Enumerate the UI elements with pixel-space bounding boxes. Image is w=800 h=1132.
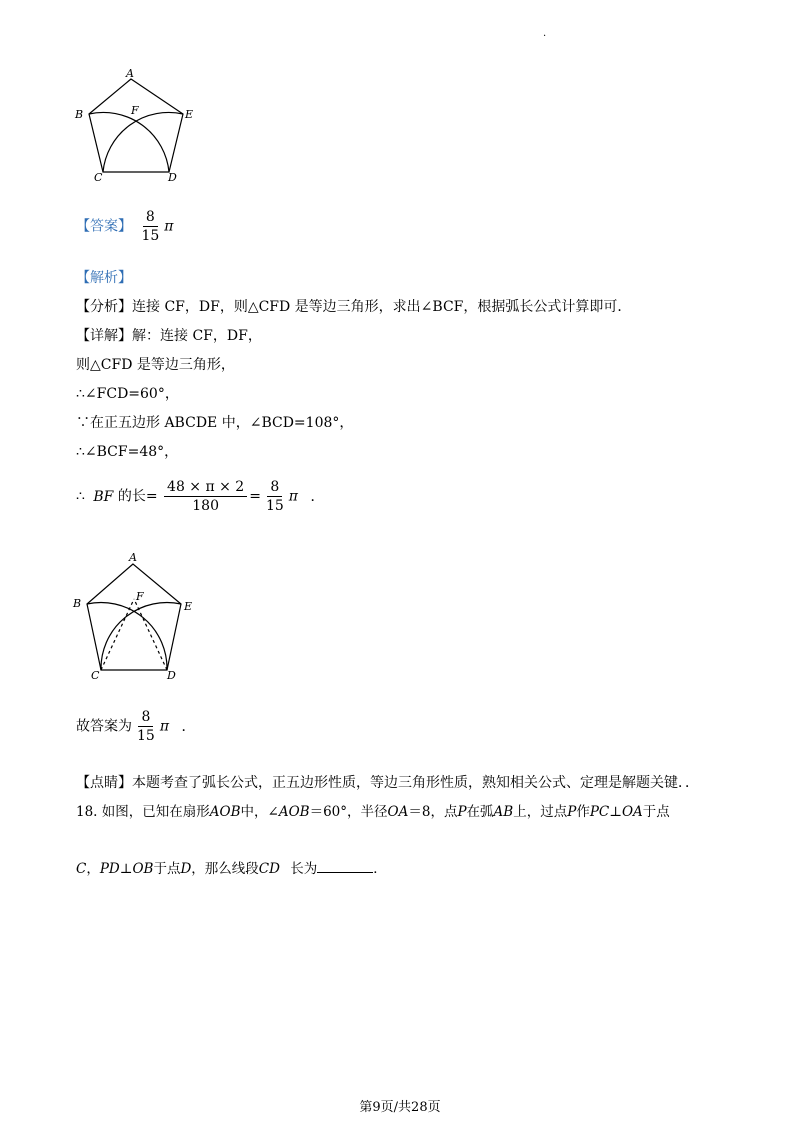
pentagon-figure-1 <box>70 68 210 188</box>
header-dot: . <box>543 28 547 39</box>
arc-bf: BF <box>93 488 114 505</box>
problem-18-line-1: 18. 如图，已知在扇形AOB中，∠AOB＝60°，半径OA＝8，点P在弧AB上，过点P作PC⊥OA于点 <box>76 804 670 820</box>
answer-fraction: $\frac{8}{15}$ <box>141 209 160 244</box>
fenxi-line: 【分析】连接 CF，DF，则△CFD 是等边三角形，求出∠BCF，根据弧长公式计算即可． <box>76 299 632 315</box>
label-f-2: F <box>136 590 144 603</box>
page-footer: 第9页/共28页 <box>359 1100 441 1115</box>
step-2: ∴∠FCD=60°， <box>76 386 179 402</box>
label-e: E <box>185 108 194 121</box>
step-4: ∴∠BCF=48°， <box>76 444 179 460</box>
arc-result-fraction: $\frac{8}{15}$ <box>265 479 284 514</box>
pentagon-figure-2 <box>70 552 210 682</box>
arc-length-line: ∴ BF 的长= $\frac{48 \times \pi \times 2}{180}$ = $\frac{8}{15}$ π ． <box>76 479 325 514</box>
label-a: A <box>126 68 134 80</box>
label-b: B <box>75 108 84 121</box>
arc-fraction: $\frac{48 \times \pi \times 2}{180}$ <box>164 478 247 515</box>
analysis-tag: 【解析】 <box>76 270 132 286</box>
label-f: F <box>131 104 139 117</box>
label-c: C <box>94 171 103 184</box>
conclusion-line: 故答案为 $\frac{8}{15}$ π ． <box>76 709 196 744</box>
conclusion-fraction: $\frac{8}{15}$ <box>137 709 155 744</box>
label-c-2: C <box>91 669 100 682</box>
dianjing-line: 【点睛】本题考查了弧长公式，正五边形性质，等边三角形性质，熟知相关公式、定理是解题关键．． <box>76 775 699 791</box>
answer-blank <box>317 858 373 873</box>
label-d: D <box>168 171 177 184</box>
xiangjie-line: 【详解】解：连接 CF，DF， <box>76 328 262 344</box>
label-e-2: E <box>184 600 193 613</box>
answer-tag: 【答案】 <box>76 218 132 235</box>
step-3: ∵在正五边形 ABCDE 中，∠BCD=108°， <box>76 415 354 431</box>
answer-line: 【答案】 $\frac{8}{15}$ π <box>76 209 174 244</box>
label-b-2: B <box>73 597 82 610</box>
problem-18-line-2: C，PD⊥OB于点D，那么线段CD 长为 ． <box>76 858 387 879</box>
label-d-2: D <box>167 669 176 682</box>
label-a-2: A <box>129 552 137 564</box>
step-1: 则△CFD 是等边三角形， <box>76 357 235 373</box>
